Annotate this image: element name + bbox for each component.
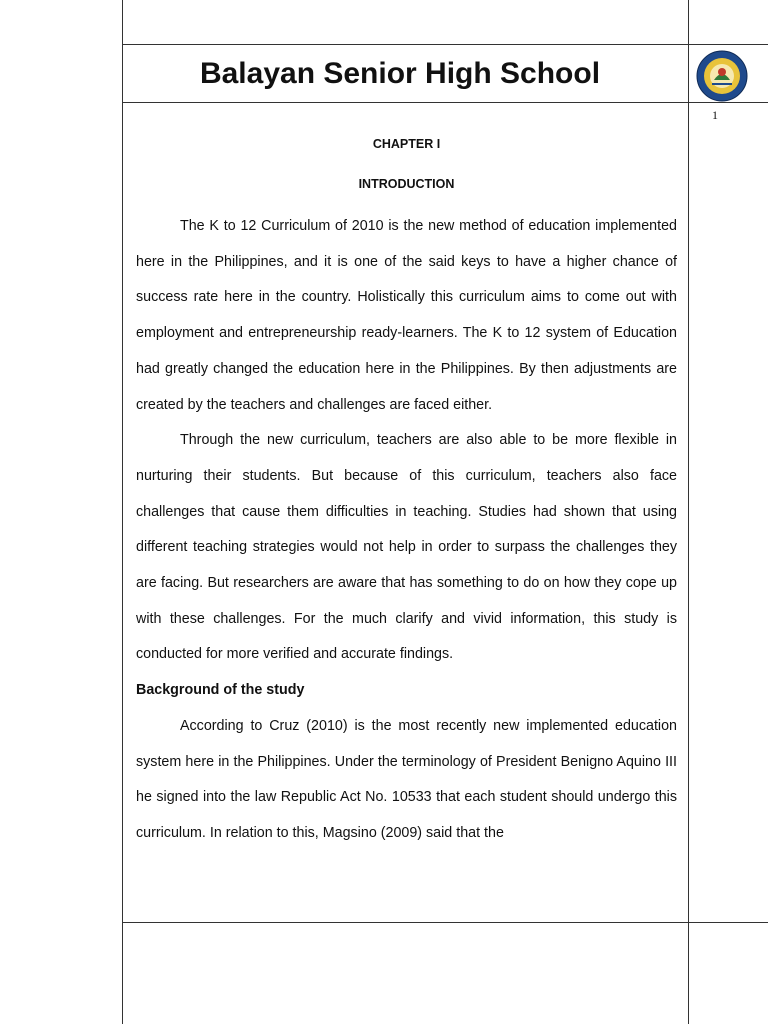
footer-rule: [122, 922, 768, 923]
background-subheading: Background of the study: [136, 682, 305, 699]
paragraph: Through the new curriculum, teachers are also able to be more flexible in nurturing their students. But because of this curriculum, teachers also face challenges that cause them difficulties in teaching. Studies had shown that using different teaching strategies would not help in order to surpass the challenges they are facing. But researchers are aware that has something to do on how they cope up with these challenges. For the much clarify and vivid information, this study is conducted for more verified and accurate findings.: [136, 432, 677, 663]
school-title: Balayan Senior High School: [199, 57, 601, 90]
section-heading: INTRODUCTION: [358, 177, 455, 191]
paragraph: The K to 12 Curriculum of 2010 is the new method of education implemented here in the Philippines, and it is one of the said keys to have a higher chance of success rate here in the country. Holistically this curriculum aims to come out with employment and entrepreneurship ready-learners. The K to 12 system of Education had greatly changed the education here in the Philippines. By then adjustments are created by the teachers and challenges are faced either.: [136, 218, 677, 413]
page-number: 1: [712, 108, 718, 122]
left-margin-line: [122, 0, 123, 1024]
header-top-rule: [122, 44, 768, 45]
paragraph: According to Cruz (2010) is the most recently new implemented education system here in the Philippines. Under the terminology of President Benigno Aquino III he signed into the law Republic Act No. 10533 that each student should undergo this curriculum. In relation to this, Magsino (2009) said that the: [136, 717, 677, 841]
school-seal-icon: [696, 50, 748, 102]
body-text: [136, 209, 677, 852]
chapter-heading: CHAPTER I: [372, 137, 441, 151]
right-margin-line: [688, 0, 689, 1024]
header-bottom-rule: [122, 102, 768, 103]
